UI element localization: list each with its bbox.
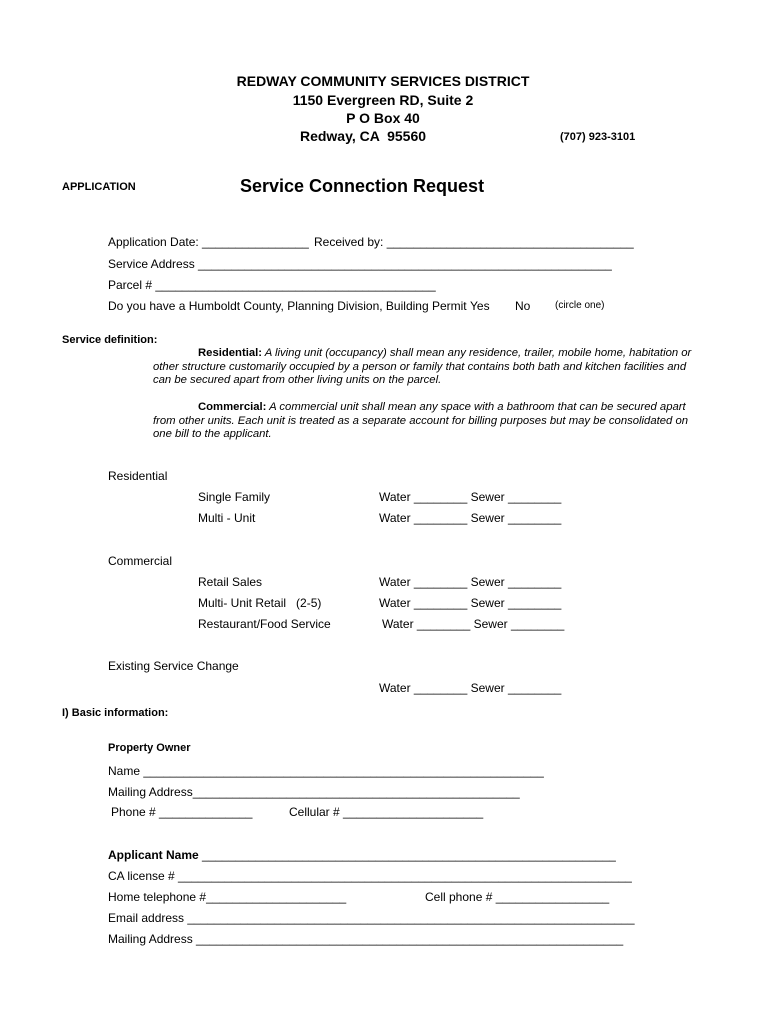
residential-label: Residential <box>108 469 168 483</box>
basic-info-heading: I) Basic information: <box>62 707 169 719</box>
city-line: Redway, CA 95560 <box>299 128 427 144</box>
multi-unit-retail-label: Multi- Unit Retail (2-5) <box>198 596 322 610</box>
address-line-1: 1150 Evergreen RD, Suite 2 <box>292 92 474 108</box>
cell-phone-field[interactable]: Cell phone # _________________ <box>425 890 610 904</box>
commercial-term: Commercial: <box>198 401 267 413</box>
multi-unit-label: Multi - Unit <box>198 511 256 525</box>
address-line-2: P O Box 40 <box>346 110 420 126</box>
residential-definition <box>153 347 698 388</box>
service-definition-heading: Service definition: <box>62 334 158 346</box>
restaurant-label: Restaurant/Food Service <box>198 617 331 631</box>
parcel-field[interactable]: Parcel # __________________________________________ <box>108 278 436 292</box>
existing-service-change-label: Existing Service Change <box>108 659 239 673</box>
permit-no-option[interactable]: No <box>515 299 531 313</box>
restaurant-water-sewer[interactable]: Water ________ Sewer ________ <box>382 617 565 631</box>
applicant-name-label: Applicant Name <box>108 848 199 862</box>
residential-term: Residential: <box>198 347 263 359</box>
permit-yes-option[interactable]: Yes <box>470 299 490 313</box>
owner-phone-field[interactable]: Phone # ______________ <box>111 805 253 819</box>
single-family-label: Single Family <box>198 490 271 504</box>
single-family-water-sewer[interactable]: Water ________ Sewer ________ <box>379 490 562 504</box>
existing-change-water-sewer[interactable]: Water ________ Sewer ________ <box>379 681 562 695</box>
ca-license-field[interactable]: CA license # ____________________________________________________________________ <box>108 869 632 883</box>
applicant-name-field[interactable] <box>108 848 616 862</box>
org-name: REDWAY COMMUNITY SERVICES DISTRICT <box>236 73 530 89</box>
owner-cellular-field[interactable]: Cellular # _____________________ <box>289 805 484 819</box>
commercial-definition <box>153 401 698 442</box>
property-owner-heading: Property Owner <box>108 742 191 754</box>
applicant-name-line: ______________________________________________________________ <box>198 848 616 862</box>
form-title: Service Connection Request <box>240 176 485 196</box>
owner-mailing-field[interactable]: Mailing Address_________________________________________________ <box>108 785 520 799</box>
residential-text: A living unit (occupancy) shall mean any residence, trailer, mobile home, habitation or other structure customarily occupied by a person or family that contains both bath and kitchen facilities and can be secured apart from other living units on the parcel. <box>153 347 692 386</box>
retail-sales-label: Retail Sales <box>198 575 263 589</box>
received-by-field[interactable]: Received by: _____________________________________ <box>314 235 634 249</box>
multi-unit-water-sewer[interactable]: Water ________ Sewer ________ <box>379 511 562 525</box>
phone-number: (707) 923-3101 <box>560 131 636 143</box>
service-address-field[interactable]: Service Address ______________________________________________________________ <box>108 257 612 271</box>
home-telephone-field[interactable]: Home telephone #_____________________ <box>108 890 347 904</box>
owner-name-field[interactable]: Name ____________________________________________________________ <box>108 764 544 778</box>
email-field[interactable]: Email address ___________________________________________________________________ <box>108 911 635 925</box>
commercial-text: A commercial unit shall mean any space with a bathroom that can be secured apart from other units. Each unit is treated as a separate account for billing purposes but may be consolidated on one bill to the applicant. <box>153 401 689 440</box>
circle-one-note: (circle one) <box>555 300 605 311</box>
permit-question: Do you have a Humboldt County, Planning Division, Building Permit <box>108 299 467 313</box>
commercial-label: Commercial <box>108 554 173 568</box>
application-label: APPLICATION <box>62 181 136 193</box>
retail-sales-water-sewer[interactable]: Water ________ Sewer ________ <box>379 575 562 589</box>
applicant-mailing-field[interactable]: Mailing Address ________________________________________________________________ <box>108 932 624 946</box>
multi-unit-retail-water-sewer[interactable]: Water ________ Sewer ________ <box>379 596 562 610</box>
application-date-field[interactable]: Application Date: ________________ <box>108 235 309 249</box>
